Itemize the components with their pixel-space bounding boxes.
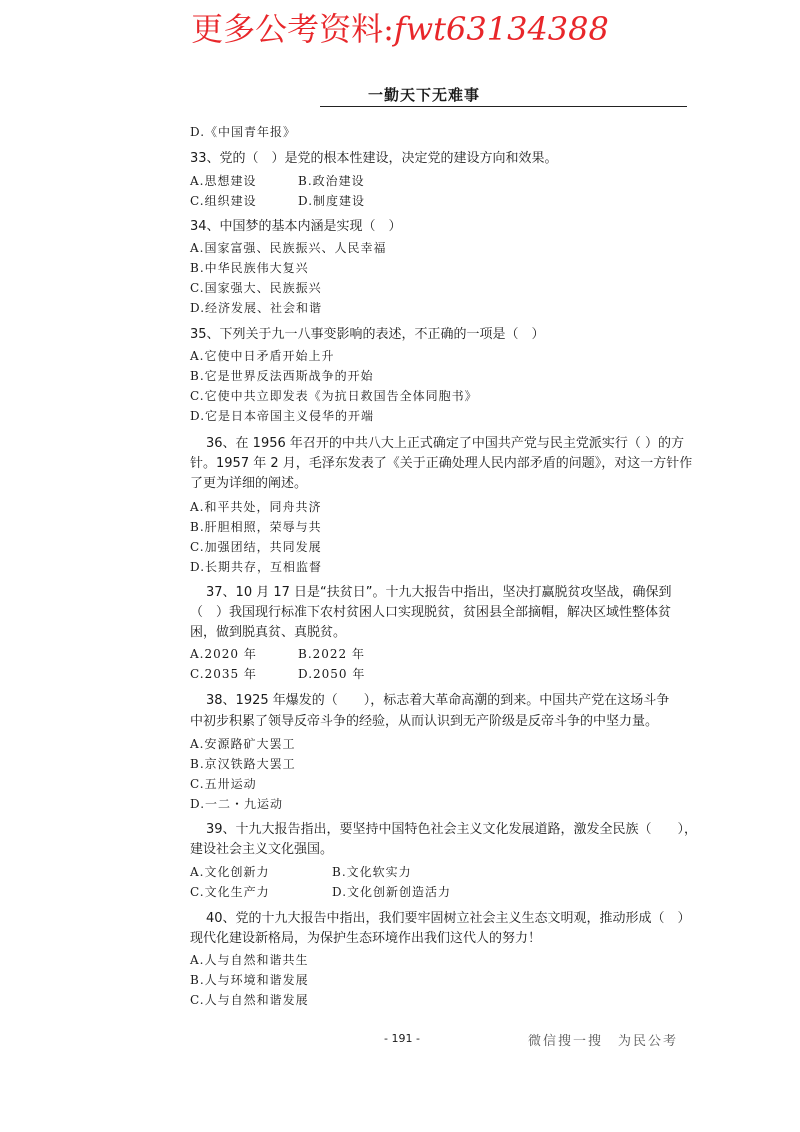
option-40-a: A.人与自然和谐共生 <box>190 953 309 967</box>
option-33-c: C.组织建设 <box>190 194 257 208</box>
question-40-line1: 40、党的十九大报告中指出，我们要牢固树立社会主义生态文明观，推动形成（ ） <box>206 911 691 926</box>
question-39-line1: 39、十九大报告指出，要坚持中国特色社会主义文化发展道路，激发全民族（ ）， <box>206 822 698 837</box>
option-33-b: B.政治建设 <box>298 174 365 188</box>
question-38-line2: 中初步积累了领导反帝斗争的经验，从而认识到无产阶级是反帝斗争的中坚力量。 <box>190 714 659 729</box>
option-37-c: C.2035 年 <box>190 667 257 681</box>
option-37-d: D.2050 年 <box>298 667 366 681</box>
question-37-line2: （ ）我国现行标准下农村贫困人口实现脱贫，贫困县全部摘帽，解决区域性整体贫 <box>190 605 672 620</box>
option-38-b: B.京汉铁路大罢工 <box>190 757 296 771</box>
option-35-a: A.它使中日矛盾开始上升 <box>190 349 335 363</box>
footer-caption: 微信搜一搜 为民公考 <box>528 1034 679 1049</box>
option-39-c: C.文化生产力 <box>190 885 270 899</box>
option-35-c: C.它使中共立即发表《为抗日救国告全体同胞书》 <box>190 389 478 403</box>
option-39-a: A.文化创新力 <box>190 865 270 879</box>
option-37-b: B.2022 年 <box>298 647 365 661</box>
option-40-b: B.人与环境和谐发展 <box>190 973 309 987</box>
question-39-line2: 建设社会主义文化强国。 <box>190 842 334 857</box>
question-33: 33、党的（ ）是党的根本性建设，决定党的建设方向和效果。 <box>190 151 558 166</box>
option-39-d: D.文化创新创造活力 <box>332 885 452 899</box>
option-34-a: A.国家富强、民族振兴、人民幸福 <box>190 241 387 255</box>
option-35-d: D.它是日本帝国主义侵华的开端 <box>190 409 375 423</box>
watermark-colon: : <box>383 10 394 48</box>
option-36-c: C.加强团结，共同发展 <box>190 540 322 554</box>
option-39-b: B.文化软实力 <box>332 865 412 879</box>
question-36-line2: 针。1957 年 2 月，毛泽东发表了《关于正确处理人民内部矛盾的问题》，对这一方针作 <box>190 456 693 471</box>
option-35-b: B.它是世界反法西斯战争的开始 <box>190 369 374 383</box>
option-37-a: A.2020 年 <box>190 647 257 661</box>
option-36-d: D.长期共存，互相监督 <box>190 560 323 574</box>
option-33-d: D.制度建设 <box>298 194 366 208</box>
option-36-a: A.和平共处，同舟共济 <box>190 500 322 514</box>
question-38-line1: 38、1925 年爆发的（ ），标志着大革命高潮的到来。中国共产党在这场斗争 <box>206 693 670 708</box>
question-40-line2: 现代化建设新格局，为保护生态环境作出我们这代人的努力！ <box>190 931 542 946</box>
option-40-c: C.人与自然和谐发展 <box>190 993 309 1007</box>
option-33-a: A.思想建设 <box>190 174 257 188</box>
option-34-c: C.国家强大、民族振兴 <box>190 281 322 295</box>
question-37-line3: 困，做到脱真贫、真脱贫。 <box>190 625 347 640</box>
question-35: 35、下列关于九一八事变影响的表述，不正确的一项是（ ） <box>190 327 545 342</box>
option-38-d: D.一二・九运动 <box>190 797 284 811</box>
option-38-c: C.五卅运动 <box>190 777 257 791</box>
option-34-d: D.经济发展、社会和谐 <box>190 301 323 315</box>
question-36-line1: 36、在 1956 年召开的中共八大上正式确定了中国共产党与民主党派实行（ ）的方 <box>206 436 685 451</box>
page-header-title: 一勤天下无难事 <box>368 86 481 104</box>
question-36-line3: 了更为详细的阐述。 <box>190 476 308 491</box>
question-34: 34、中国梦的基本内涵是实现（ ） <box>190 219 402 234</box>
watermark-text: 更多公考资料 <box>191 10 384 48</box>
page-number: - 191 - <box>384 1032 420 1045</box>
option-34-b: B.中华民族伟大复兴 <box>190 261 309 275</box>
option-line: D.《中国青年报》 <box>190 125 297 139</box>
option-38-a: A.安源路矿大罢工 <box>190 737 296 751</box>
watermark-code: fwt63134388 <box>393 10 609 48</box>
question-37-line1: 37、10 月 17 日是“扶贫日”。十九大报告中指出，坚决打赢脱贫攻坚战，确保到 <box>206 585 672 600</box>
option-36-b: B.肝胆相照，荣辱与共 <box>190 520 322 534</box>
